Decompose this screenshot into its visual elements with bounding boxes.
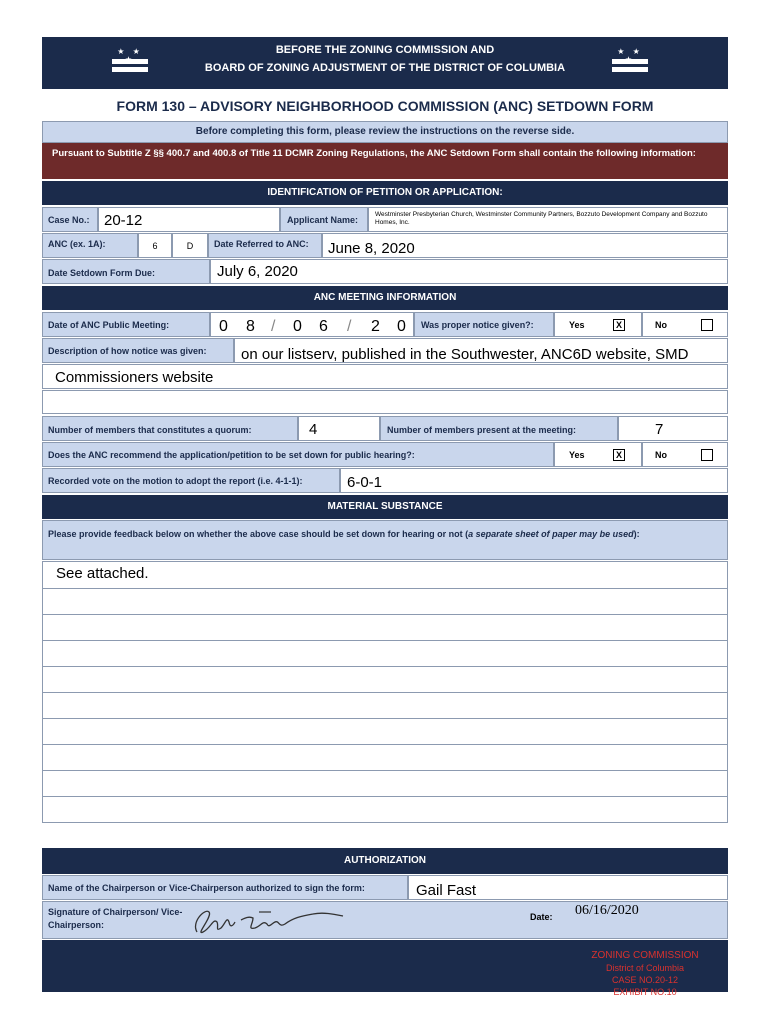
case-no-field[interactable]: 20-12 <box>98 207 280 232</box>
authorization-heading: AUTHORIZATION <box>42 848 728 874</box>
material-answer: See attached. <box>56 565 149 582</box>
material-prompt: Please provide feedback below on whether the above case should be set down for hearing or not (a separate sheet of paper may be used): <box>48 529 640 539</box>
signature-label: Signature of Chairperson/ Vice-Chairperson: <box>48 907 183 930</box>
applicant-label-cell: Applicant Name: <box>280 207 368 232</box>
instructions-bar <box>42 121 728 143</box>
notice-yes-checkbox[interactable]: X <box>613 319 625 331</box>
signature-image[interactable] <box>183 902 353 940</box>
recommend-no-cell <box>642 442 728 467</box>
exhibit-stamp <box>560 950 730 998</box>
meeting-date-digit: 8 <box>246 318 255 335</box>
quorum-label-cell: Number of members that constitutes a quorum: <box>42 416 298 441</box>
material-feedback-area[interactable] <box>42 561 728 823</box>
meeting-date-digit: 2 <box>371 318 380 335</box>
notice-question-cell: Was proper notice given?: <box>414 312 554 337</box>
dc-flag-left-icon: ★ ★ <box>112 48 148 76</box>
notice-yes-cell <box>554 312 642 337</box>
material-heading: MATERIAL SUBSTANCE <box>42 495 728 519</box>
notice-how-field-continued[interactable]: Commissioners website <box>42 364 728 389</box>
quorum-field[interactable]: 4 <box>298 416 380 441</box>
signature-date-field[interactable]: 06/16/2020 <box>575 903 639 918</box>
dc-flag-right-icon: ★ ★ <box>612 48 648 76</box>
stamp-line-4: EXHIBIT NO.10 <box>613 987 677 997</box>
instructions-text: Before completing this form, please review the instructions on the reverse side. <box>195 126 575 137</box>
notice-how-label-cell: Description of how notice was given: <box>42 338 234 363</box>
stamp-line-2: District of Columbia <box>605 963 685 973</box>
material-prompt-cell <box>42 520 728 560</box>
meeting-date-digit: 0 <box>293 318 302 335</box>
date-referred-label-cell: Date Referred to ANC: <box>208 233 322 258</box>
meeting-date-digit: 0 <box>397 318 406 335</box>
setdown-due-label-cell: Date Setdown Form Due: <box>42 259 210 284</box>
meeting-date-digit: 6 <box>319 318 328 335</box>
meeting-date-digit: 0 <box>219 318 228 335</box>
notice-yes-label: Yes <box>569 320 585 330</box>
date-referred-field[interactable]: June 8, 2020 <box>322 233 728 258</box>
recommend-no-checkbox[interactable] <box>701 449 713 461</box>
signature-date-label: Date: <box>530 912 553 922</box>
chair-name-field[interactable]: Gail Fast <box>408 875 728 900</box>
anc-label-cell: ANC (ex. 1A): <box>42 233 138 258</box>
form-header <box>42 37 728 89</box>
notice-how-blank-line[interactable] <box>42 390 728 414</box>
vote-field[interactable]: 6-0-1 <box>340 468 728 493</box>
notice-no-checkbox[interactable] <box>701 319 713 331</box>
meeting-heading: ANC MEETING INFORMATION <box>42 286 728 310</box>
present-label-cell: Number of members present at the meeting: <box>380 416 618 441</box>
setdown-due-field[interactable]: July 6, 2020 <box>210 259 728 284</box>
recommend-yes-checkbox[interactable]: X <box>613 449 625 461</box>
meeting-date-separator: / <box>271 318 276 335</box>
header-line-1: BEFORE THE ZONING COMMISSION AND <box>275 44 495 56</box>
stamp-line-3: CASE NO.20-12 <box>611 975 679 985</box>
meeting-date-label-cell: Date of ANC Public Meeting: <box>42 312 210 337</box>
recommend-no-label: No <box>655 450 667 460</box>
recommend-yes-cell <box>554 442 642 467</box>
pursuant-bar <box>42 143 728 179</box>
applicant-name-field[interactable]: Westminster Presbyterian Church, Westminster Community Partners, Bozzuto Development Company and Bozzuto Homes, Inc. <box>368 207 728 232</box>
meeting-date-separator: / <box>347 318 352 335</box>
notice-no-label: No <box>655 320 667 330</box>
notice-no-cell <box>642 312 728 337</box>
meeting-date-field[interactable] <box>210 312 414 337</box>
recommend-yes-label: Yes <box>569 450 585 460</box>
recommend-question-cell: Does the ANC recommend the application/petition to be set down for public hearing?: <box>42 442 554 467</box>
case-no-label-cell: Case No.: <box>42 207 98 232</box>
header-line-2: BOARD OF ZONING ADJUSTMENT OF THE DISTRICT OF COLUMBIA <box>204 62 566 74</box>
stamp-line-1: ZONING COMMISSION <box>591 950 699 961</box>
notice-how-field[interactable]: on our listserv, published in the Southwester, ANC6D website, SMD <box>234 338 728 363</box>
pursuant-text: Pursuant to Subtitle Z §§ 400.7 and 400.8 of Title 11 DCMR Zoning Regulations, the ANC Setdown Form shall contain the following information: <box>52 148 696 159</box>
vote-label-cell: Recorded vote on the motion to adopt the report (i.e. 4-1-1): <box>42 468 340 493</box>
anc-number-field[interactable]: 6 <box>138 233 172 258</box>
signature-row <box>42 901 728 939</box>
anc-letter-field[interactable]: D <box>172 233 208 258</box>
chair-name-label-cell: Name of the Chairperson or Vice-Chairperson authorized to sign the form: <box>42 875 408 900</box>
present-field[interactable]: 7 <box>618 416 728 441</box>
identification-heading: IDENTIFICATION OF PETITION OR APPLICATION: <box>42 181 728 205</box>
form-title: FORM 130 – ADVISORY NEIGHBORHOOD COMMISSION (ANC) SETDOWN FORM <box>116 98 654 114</box>
